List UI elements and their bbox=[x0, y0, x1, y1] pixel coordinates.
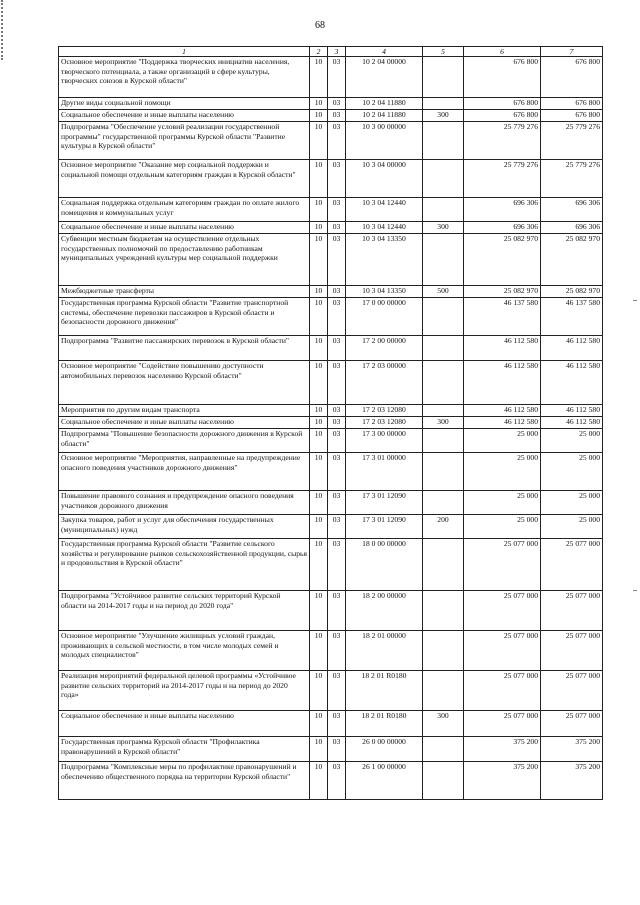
row-section: 10 bbox=[310, 98, 328, 110]
row-amount-1: 25 082 970 bbox=[464, 234, 541, 286]
row-subsection: 03 bbox=[328, 711, 346, 737]
header-cell-subsection: 3 bbox=[328, 47, 346, 57]
row-subsection: 03 bbox=[328, 631, 346, 671]
row-subsection: 03 bbox=[328, 98, 346, 110]
row-expense-type bbox=[423, 361, 464, 405]
row-amount-1: 676 800 bbox=[464, 98, 541, 110]
row-target-code: 17 3 01 00000 bbox=[346, 453, 423, 491]
row-target-code: 10 3 04 00000 bbox=[346, 160, 423, 198]
row-section: 10 bbox=[310, 429, 328, 453]
row-expense-type bbox=[423, 539, 464, 591]
row-amount-2: 25 000 bbox=[541, 429, 603, 453]
row-name: Закупка товаров, работ и услуг для обеспечения государственных (муниципальных) нужд bbox=[59, 515, 310, 539]
row-amount-2: 25 077 000 bbox=[541, 591, 603, 631]
row-target-code: 18 2 01 R0180 bbox=[346, 711, 423, 737]
row-name: Государственная программа Курской области "Профилактика правонарушений в Курской области" bbox=[59, 737, 310, 762]
row-section: 10 bbox=[310, 222, 328, 234]
row-amount-1: 25 077 000 bbox=[464, 539, 541, 591]
row-amount-1: 375 200 bbox=[464, 762, 541, 800]
row-expense-type bbox=[423, 429, 464, 453]
row-expense-type bbox=[423, 98, 464, 110]
row-amount-2: 46 112 580 bbox=[541, 417, 603, 429]
row-amount-1: 25 000 bbox=[464, 429, 541, 453]
row-target-code: 10 2 04 00000 bbox=[346, 57, 423, 98]
row-amount-1: 46 112 580 bbox=[464, 361, 541, 405]
row-name: Подпрограмма "Комплексные меры по профилактике правонарушений и обеспечению общественного порядка на территории Курской области" bbox=[59, 762, 310, 800]
row-subsection: 03 bbox=[328, 491, 346, 515]
table-row bbox=[59, 671, 603, 711]
row-amount-2: 696 306 bbox=[541, 198, 603, 222]
row-subsection: 03 bbox=[328, 57, 346, 98]
row-name: Основное мероприятие "Улучшение жилищных условий граждан, проживающих в сельской местности, в том числе молодых семей и молодых специалистов" bbox=[59, 631, 310, 671]
row-name: Основное мероприятие "Поддержка творческих инициатив населения, творческого потенциала, а также организаций в сфере культуры, творческих союзов в Курской области" bbox=[59, 57, 310, 98]
row-expense-type: 300 bbox=[423, 417, 464, 429]
row-amount-2: 25 779 276 bbox=[541, 160, 603, 198]
row-amount-2: 676 800 bbox=[541, 98, 603, 110]
row-target-code: 17 2 00 00000 bbox=[346, 336, 423, 361]
row-subsection: 03 bbox=[328, 234, 346, 286]
row-target-code: 10 3 04 12440 bbox=[346, 222, 423, 234]
row-amount-1: 696 306 bbox=[464, 198, 541, 222]
row-name: Подпрограмма "Обеспечение условий реализации государственной программы" государственной программы Курской области "Развитие культуры в Курской области" bbox=[59, 122, 310, 160]
table-row bbox=[59, 198, 603, 222]
row-target-code: 18 2 00 00000 bbox=[346, 591, 423, 631]
row-section: 10 bbox=[310, 453, 328, 491]
table-row bbox=[59, 222, 603, 234]
row-target-code: 17 2 03 00000 bbox=[346, 361, 423, 405]
row-name: Подпрограмма "Развитие пассажирских перевозок в Курской области" bbox=[59, 336, 310, 361]
row-expense-type bbox=[423, 57, 464, 98]
table-row bbox=[59, 336, 603, 361]
row-expense-type bbox=[423, 591, 464, 631]
row-subsection: 03 bbox=[328, 453, 346, 491]
table-row bbox=[59, 110, 603, 122]
row-name: Социальное обеспечение и иные выплаты населению bbox=[59, 110, 310, 122]
row-subsection: 03 bbox=[328, 429, 346, 453]
row-amount-2: 25 082 970 bbox=[541, 286, 603, 298]
row-amount-1: 375 200 bbox=[464, 737, 541, 762]
row-subsection: 03 bbox=[328, 405, 346, 417]
row-subsection: 03 bbox=[328, 122, 346, 160]
row-name: Субвенции местным бюджетам на осуществление отдельных государственных полномочий по предоставлению работникам муниципальных учреждений культуры мер социальной поддержки bbox=[59, 234, 310, 286]
row-name: Повышение правового сознания и предупреждение опасного поведения участников дорожного движения bbox=[59, 491, 310, 515]
row-expense-type bbox=[423, 234, 464, 286]
row-target-code: 18 0 00 00000 bbox=[346, 539, 423, 591]
row-expense-type: 300 bbox=[423, 110, 464, 122]
row-amount-2: 25 000 bbox=[541, 491, 603, 515]
row-section: 10 bbox=[310, 515, 328, 539]
row-section: 10 bbox=[310, 491, 328, 515]
row-target-code: 17 2 03 12080 bbox=[346, 405, 423, 417]
row-target-code: 17 0 00 00000 bbox=[346, 298, 423, 336]
row-subsection: 03 bbox=[328, 539, 346, 591]
row-amount-2: 676 800 bbox=[541, 110, 603, 122]
row-target-code: 17 3 01 12090 bbox=[346, 515, 423, 539]
table-row bbox=[59, 591, 603, 631]
row-target-code: 10 3 04 13350 bbox=[346, 286, 423, 298]
row-section: 10 bbox=[310, 671, 328, 711]
row-section: 10 bbox=[310, 417, 328, 429]
row-subsection: 03 bbox=[328, 737, 346, 762]
row-subsection: 03 bbox=[328, 591, 346, 631]
header-cell-sum1: 6 bbox=[464, 47, 541, 57]
row-amount-1: 25 779 276 bbox=[464, 122, 541, 160]
row-amount-2: 25 077 000 bbox=[541, 539, 603, 591]
row-amount-1: 46 137 580 bbox=[464, 298, 541, 336]
table-row bbox=[59, 98, 603, 110]
row-expense-type bbox=[423, 762, 464, 800]
row-expense-type bbox=[423, 298, 464, 336]
row-expense-type bbox=[423, 671, 464, 711]
row-subsection: 03 bbox=[328, 671, 346, 711]
row-section: 10 bbox=[310, 631, 328, 671]
row-amount-1: 696 306 bbox=[464, 222, 541, 234]
row-expense-type bbox=[423, 122, 464, 160]
row-amount-2: 25 077 000 bbox=[541, 671, 603, 711]
row-name: Межбюджетные трансферты bbox=[59, 286, 310, 298]
row-amount-1: 676 800 bbox=[464, 57, 541, 98]
row-subsection: 03 bbox=[328, 222, 346, 234]
row-target-code: 17 3 01 12090 bbox=[346, 491, 423, 515]
row-amount-2: 676 800 bbox=[541, 57, 603, 98]
scan-speck bbox=[633, 590, 637, 591]
row-name: Мероприятия по другим видам транспорта bbox=[59, 405, 310, 417]
row-section: 10 bbox=[310, 711, 328, 737]
row-expense-type: 300 bbox=[423, 711, 464, 737]
row-section: 10 bbox=[310, 361, 328, 405]
row-name: Основное мероприятие "Оказание мер социальной поддержки и социальной помощи отдельным категориям граждан в Курской области" bbox=[59, 160, 310, 198]
row-section: 10 bbox=[310, 405, 328, 417]
table-row bbox=[59, 515, 603, 539]
row-expense-type bbox=[423, 405, 464, 417]
table-row bbox=[59, 361, 603, 405]
row-amount-2: 46 112 580 bbox=[541, 336, 603, 361]
table-row bbox=[59, 417, 603, 429]
table-row bbox=[59, 429, 603, 453]
row-amount-2: 25 077 000 bbox=[541, 631, 603, 671]
table-row bbox=[59, 160, 603, 198]
row-name: Подпрограмма "Повышение безопасности дорожного движения в Курской области" bbox=[59, 429, 310, 453]
row-amount-1: 46 112 580 bbox=[464, 405, 541, 417]
row-name: Социальная поддержка отдельным категориям граждан по оплате жилого помещения и коммунальных услуг bbox=[59, 198, 310, 222]
row-amount-2: 375 200 bbox=[541, 737, 603, 762]
row-amount-1: 46 112 580 bbox=[464, 336, 541, 361]
row-expense-type: 500 bbox=[423, 286, 464, 298]
row-expense-type bbox=[423, 631, 464, 671]
table-row bbox=[59, 405, 603, 417]
table-row bbox=[59, 711, 603, 737]
row-amount-1: 25 077 000 bbox=[464, 711, 541, 737]
row-expense-type bbox=[423, 336, 464, 361]
table-row bbox=[59, 737, 603, 762]
row-expense-type bbox=[423, 160, 464, 198]
table-row bbox=[59, 57, 603, 98]
row-name: Другие виды социальной помощи bbox=[59, 98, 310, 110]
row-name: Государственная программа Курской области "Развитие транспортной системы, обеспечение перевозки пассажиров в Курской области и безопасности дорожного движения" bbox=[59, 298, 310, 336]
row-target-code: 10 3 00 00000 bbox=[346, 122, 423, 160]
row-section: 10 bbox=[310, 762, 328, 800]
row-name: Основное мероприятие "Мероприятия, направленные на предупреждение опасного поведения участников дорожного движения" bbox=[59, 453, 310, 491]
row-amount-2: 46 112 580 bbox=[541, 361, 603, 405]
header-cell-type: 5 bbox=[423, 47, 464, 57]
row-amount-2: 25 000 bbox=[541, 453, 603, 491]
row-subsection: 03 bbox=[328, 110, 346, 122]
row-subsection: 03 bbox=[328, 515, 346, 539]
row-expense-type bbox=[423, 491, 464, 515]
table-row bbox=[59, 539, 603, 591]
row-target-code: 17 2 03 12080 bbox=[346, 417, 423, 429]
row-amount-1: 25 077 000 bbox=[464, 671, 541, 711]
header-row bbox=[59, 47, 603, 57]
row-name: Основное мероприятие "Содействие повышению доступности автомобильных перевозок населению Курской области" bbox=[59, 361, 310, 405]
row-expense-type: 200 bbox=[423, 515, 464, 539]
row-section: 10 bbox=[310, 122, 328, 160]
table-row bbox=[59, 631, 603, 671]
table-row bbox=[59, 762, 603, 800]
row-target-code: 18 2 01 00000 bbox=[346, 631, 423, 671]
row-amount-1: 25 077 000 bbox=[464, 591, 541, 631]
row-section: 10 bbox=[310, 110, 328, 122]
row-subsection: 03 bbox=[328, 762, 346, 800]
row-name: Социальное обеспечение и иные выплаты населению bbox=[59, 222, 310, 234]
row-name: Реализация мероприятий федеральной целевой программы «Устойчивое развитие сельских территорий на 2014-2017 годы и на период до 2020 года» bbox=[59, 671, 310, 711]
row-amount-2: 25 779 276 bbox=[541, 122, 603, 160]
row-target-code: 10 2 04 11880 bbox=[346, 110, 423, 122]
row-section: 10 bbox=[310, 234, 328, 286]
header-cell-name: 1 bbox=[59, 47, 310, 57]
row-target-code: 26 0 00 00000 bbox=[346, 737, 423, 762]
row-amount-1: 25 077 000 bbox=[464, 631, 541, 671]
row-amount-1: 25 000 bbox=[464, 453, 541, 491]
row-section: 10 bbox=[310, 336, 328, 361]
row-target-code: 17 3 00 00000 bbox=[346, 429, 423, 453]
row-subsection: 03 bbox=[328, 417, 346, 429]
row-amount-1: 25 000 bbox=[464, 491, 541, 515]
row-section: 10 bbox=[310, 591, 328, 631]
row-section: 10 bbox=[310, 298, 328, 336]
row-amount-2: 375 200 bbox=[541, 762, 603, 800]
table-row bbox=[59, 122, 603, 160]
row-name: Социальное обеспечение и иные выплаты населению bbox=[59, 711, 310, 737]
header-cell-section: 2 bbox=[310, 47, 328, 57]
row-target-code: 10 3 04 13350 bbox=[346, 234, 423, 286]
row-amount-1: 25 779 276 bbox=[464, 160, 541, 198]
row-section: 10 bbox=[310, 57, 328, 98]
row-amount-2: 46 137 580 bbox=[541, 298, 603, 336]
row-amount-2: 696 306 bbox=[541, 222, 603, 234]
row-amount-1: 25 082 970 bbox=[464, 286, 541, 298]
row-target-code: 26 1 00 00000 bbox=[346, 762, 423, 800]
row-section: 10 bbox=[310, 160, 328, 198]
row-target-code: 10 3 04 12440 bbox=[346, 198, 423, 222]
header-cell-sum2: 7 bbox=[541, 47, 603, 57]
row-subsection: 03 bbox=[328, 298, 346, 336]
row-section: 10 bbox=[310, 286, 328, 298]
header-cell-target: 4 bbox=[346, 47, 423, 57]
row-subsection: 03 bbox=[328, 336, 346, 361]
row-name: Социальное обеспечение и иные выплаты населению bbox=[59, 417, 310, 429]
page-number: 68 bbox=[315, 20, 325, 31]
row-target-code: 10 2 04 11880 bbox=[346, 98, 423, 110]
row-amount-2: 25 077 000 bbox=[541, 711, 603, 737]
row-section: 10 bbox=[310, 737, 328, 762]
table-row bbox=[59, 298, 603, 336]
row-subsection: 03 bbox=[328, 160, 346, 198]
row-amount-2: 25 082 970 bbox=[541, 234, 603, 286]
row-name: Подпрограмма "Устойчивое развитие сельских территорий Курской области на 2014-2017 годы и на период до 2020 года" bbox=[59, 591, 310, 631]
table-row bbox=[59, 234, 603, 286]
table-row bbox=[59, 453, 603, 491]
row-expense-type: 300 bbox=[423, 222, 464, 234]
row-amount-1: 25 000 bbox=[464, 515, 541, 539]
row-subsection: 03 bbox=[328, 198, 346, 222]
row-expense-type bbox=[423, 198, 464, 222]
row-expense-type bbox=[423, 453, 464, 491]
row-amount-1: 676 800 bbox=[464, 110, 541, 122]
row-section: 10 bbox=[310, 198, 328, 222]
row-subsection: 03 bbox=[328, 361, 346, 405]
row-expense-type bbox=[423, 737, 464, 762]
budget-table bbox=[58, 46, 603, 800]
row-subsection: 03 bbox=[328, 286, 346, 298]
table-row bbox=[59, 491, 603, 515]
row-name: Государственная программа Курской области "Развитие сельского хозяйства и регулирование рынков сельскохозяйственной продукции, сырья и продовольствия в Курской области" bbox=[59, 539, 310, 591]
table-row bbox=[59, 286, 603, 298]
row-amount-2: 25 000 bbox=[541, 515, 603, 539]
scan-speck bbox=[633, 300, 637, 301]
row-section: 10 bbox=[310, 539, 328, 591]
row-amount-2: 46 112 580 bbox=[541, 405, 603, 417]
row-target-code: 18 2 01 R0180 bbox=[346, 671, 423, 711]
row-amount-1: 46 112 580 bbox=[464, 417, 541, 429]
